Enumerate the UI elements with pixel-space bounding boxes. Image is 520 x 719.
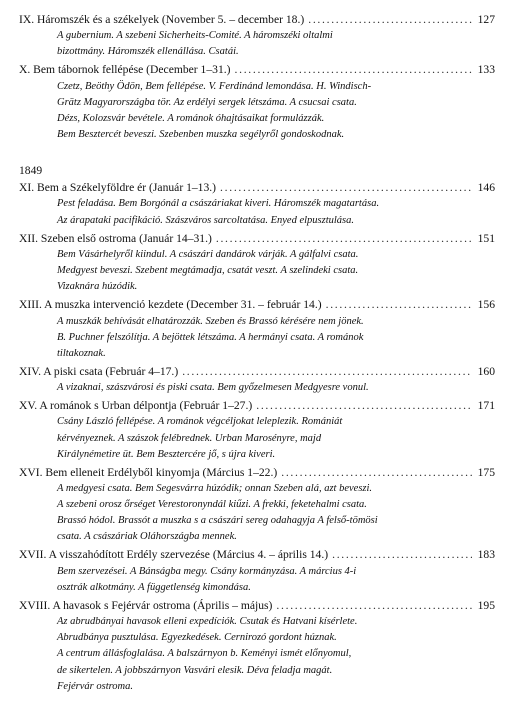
entry-title: XVI. Bem elleneit Erdélyből kinyomja (Március 1–22.)	[19, 465, 278, 479]
entry-heading	[19, 598, 495, 614]
summary-line: Bem szervezései. A Bánságba megy. Csány kormányzása. A március 4-i	[57, 565, 357, 577]
summary-line: Grätz Magyarországba tör. Az erdélyi sergek létszáma. A csucsai csata.	[57, 96, 357, 108]
toc-entry	[19, 231, 495, 296]
toc-entry	[19, 398, 495, 463]
entry-title: XIII. A muszka intervenció kezdete (December 31. – február 14.)	[19, 298, 322, 312]
entry-title: XVIII. A havasok s Fejérvár ostroma (Április – május)	[19, 598, 273, 612]
entry-title: XIV. A piski csata (Február 4–17.)	[19, 364, 179, 378]
summary-line: A muszkák behívását elhatározzák. Szeben és Brassó kérésére nem jönek.	[57, 315, 364, 327]
entry-page-number: 195	[477, 598, 495, 612]
entry-title: XII. Szeben első ostroma (Január 14–31.)	[19, 231, 212, 245]
entry-page-number: 127	[477, 13, 495, 26]
summary-line: Abrudbánya pusztulása. Egyezkedések. Cernirozó gordont húznak.	[57, 632, 337, 644]
entry-page-number: 151	[477, 231, 495, 245]
dot-leader	[326, 297, 472, 313]
toc-entry	[19, 297, 495, 362]
summary-line: bizottmány. Háromszék ellenállása. Csatái.	[57, 46, 239, 58]
entry-summary	[19, 614, 495, 694]
dot-leader	[220, 180, 472, 196]
toc-entry	[19, 598, 495, 695]
summary-line: Brassó hódol. Brassót a muszka s a császári sereg odahagyja A felső-tömösi	[57, 515, 378, 527]
entry-summary	[19, 79, 495, 143]
summary-line: A medgyesi csata. Bem Segesvárra húzódik; onnan Szeben alá, azt beveszi.	[57, 483, 373, 495]
dot-leader	[216, 231, 472, 247]
toc-entry	[19, 465, 495, 546]
entry-summary	[19, 314, 495, 362]
summary-line: kérvényeznek. A szászok felébrednek. Urban Marosényre, majd	[57, 432, 322, 444]
entry-heading	[19, 297, 495, 313]
summary-line: Dézs, Kolozsvár bevétele. A románok óhajtásaikat formulázzák.	[57, 112, 325, 124]
entry-page-number: 171	[477, 399, 495, 413]
entry-title: XVII. A visszahódított Erdély szervezése (Március 4. – április 14.)	[19, 548, 329, 562]
summary-line: Az árapataki pacifikáció. Szászváros sarcoltatása. Enyed elpusztulása.	[57, 214, 354, 226]
entry-heading	[19, 465, 495, 481]
summary-line: Pest feladása. Bem Borgónál a császáriakat kiveri. Háromszék magatartása.	[57, 198, 380, 210]
toc-entry	[19, 12, 495, 60]
summary-line: csata. A császáriak Oláhországba mennek.	[57, 531, 237, 543]
entry-heading	[19, 12, 495, 28]
dot-leader	[332, 547, 472, 563]
dot-leader	[182, 364, 472, 380]
summary-line: Vizaknára húzódik.	[57, 281, 138, 293]
toc-entry	[19, 547, 495, 595]
entry-title: XV. A románok s Urban délpontja (Február 1–27.)	[19, 399, 253, 413]
dot-leader	[235, 62, 472, 78]
summary-line: Medgyest beveszi. Szebent megtámadja, csatát veszt. A szelindeki csata.	[57, 265, 359, 277]
entry-summary	[19, 28, 495, 60]
entry-heading	[19, 547, 495, 563]
toc-entry	[19, 364, 495, 396]
entry-summary	[19, 380, 495, 396]
summary-line: osztrák alkotmány. A függetlenség kimondása.	[57, 581, 251, 593]
entry-page-number: 146	[477, 181, 495, 195]
entry-heading	[19, 231, 495, 247]
entry-title: IX. Háromszék és a székelyek (November 5. – december 18.)	[19, 13, 305, 26]
table-of-contents	[19, 12, 495, 697]
dot-leader	[308, 12, 472, 28]
summary-line: Az abrudbányai havasok elleni expedíciók. Csutak és Hatvani kísérlete.	[57, 616, 358, 628]
entry-page-number: 133	[477, 63, 495, 77]
summary-line: Czetz, Beöthy Ödön, Bem fellépése. V. Ferdinánd lemondása. H. Windisch-	[57, 80, 372, 92]
summary-line: A gubernium. A szebeni Sicherheits-Comité. A háromszéki oltalmi	[57, 30, 333, 42]
summary-line: tiltakoznak.	[57, 347, 106, 359]
summary-line: A centrum állásfoglalása. A balszárnyon b. Keményi ismét előnyomul,	[57, 648, 352, 660]
entry-summary	[19, 414, 495, 462]
entry-page-number: 156	[477, 298, 495, 312]
summary-line: Fejérvár ostroma.	[57, 680, 134, 692]
entry-summary	[19, 481, 495, 545]
entry-page-number: 183	[477, 548, 495, 562]
dot-leader	[276, 598, 472, 614]
entry-summary	[19, 564, 495, 596]
entry-title: XI. Bem a Székelyföldre ér (Január 1–13.)	[19, 181, 217, 195]
entry-summary	[19, 247, 495, 295]
entry-title: X. Bem tábornok fellépése (December 1–31.)	[19, 63, 231, 77]
year-heading: 1849	[19, 164, 43, 178]
entry-heading	[19, 62, 495, 78]
summary-line: A vizaknai, szászvárosi és piski csata. Bem győzelmesen Medgyesre vonul.	[57, 382, 369, 394]
summary-line: Királynémetire üt. Bem Besztercére jő, s újra kiveri.	[57, 448, 276, 460]
summary-line: A szebeni orosz őrséget Verestoronyndál kiűzi. A frekki, feketehalmi csata.	[57, 499, 367, 511]
dot-leader	[281, 465, 472, 481]
summary-line: B. Puchner felszólítja. A bejöttek létszáma. A hermányi csata. A románok	[57, 331, 364, 343]
entry-heading	[19, 364, 495, 380]
entry-heading	[19, 398, 495, 414]
summary-line: Bem Vásárhelyről kiindul. A császári dandárok várják. A gálfalvi csata.	[57, 248, 359, 260]
dot-leader	[256, 398, 472, 414]
entry-page-number: 175	[477, 465, 495, 479]
summary-line: Csány László fellépése. A románok végcéljokat leleplezik. Romániát	[57, 416, 343, 428]
entry-summary	[19, 196, 495, 228]
entry-heading	[19, 180, 495, 196]
toc-entry	[19, 62, 495, 143]
summary-line: de sikertelen. A jobbszárnyon Vasvári elesik. Déva feladja magát.	[57, 664, 333, 676]
summary-line: Bem Besztercét beveszi. Szebenben muszka segélyről gondoskodnak.	[57, 129, 345, 141]
entry-page-number: 160	[477, 364, 495, 378]
toc-entry	[19, 180, 495, 228]
